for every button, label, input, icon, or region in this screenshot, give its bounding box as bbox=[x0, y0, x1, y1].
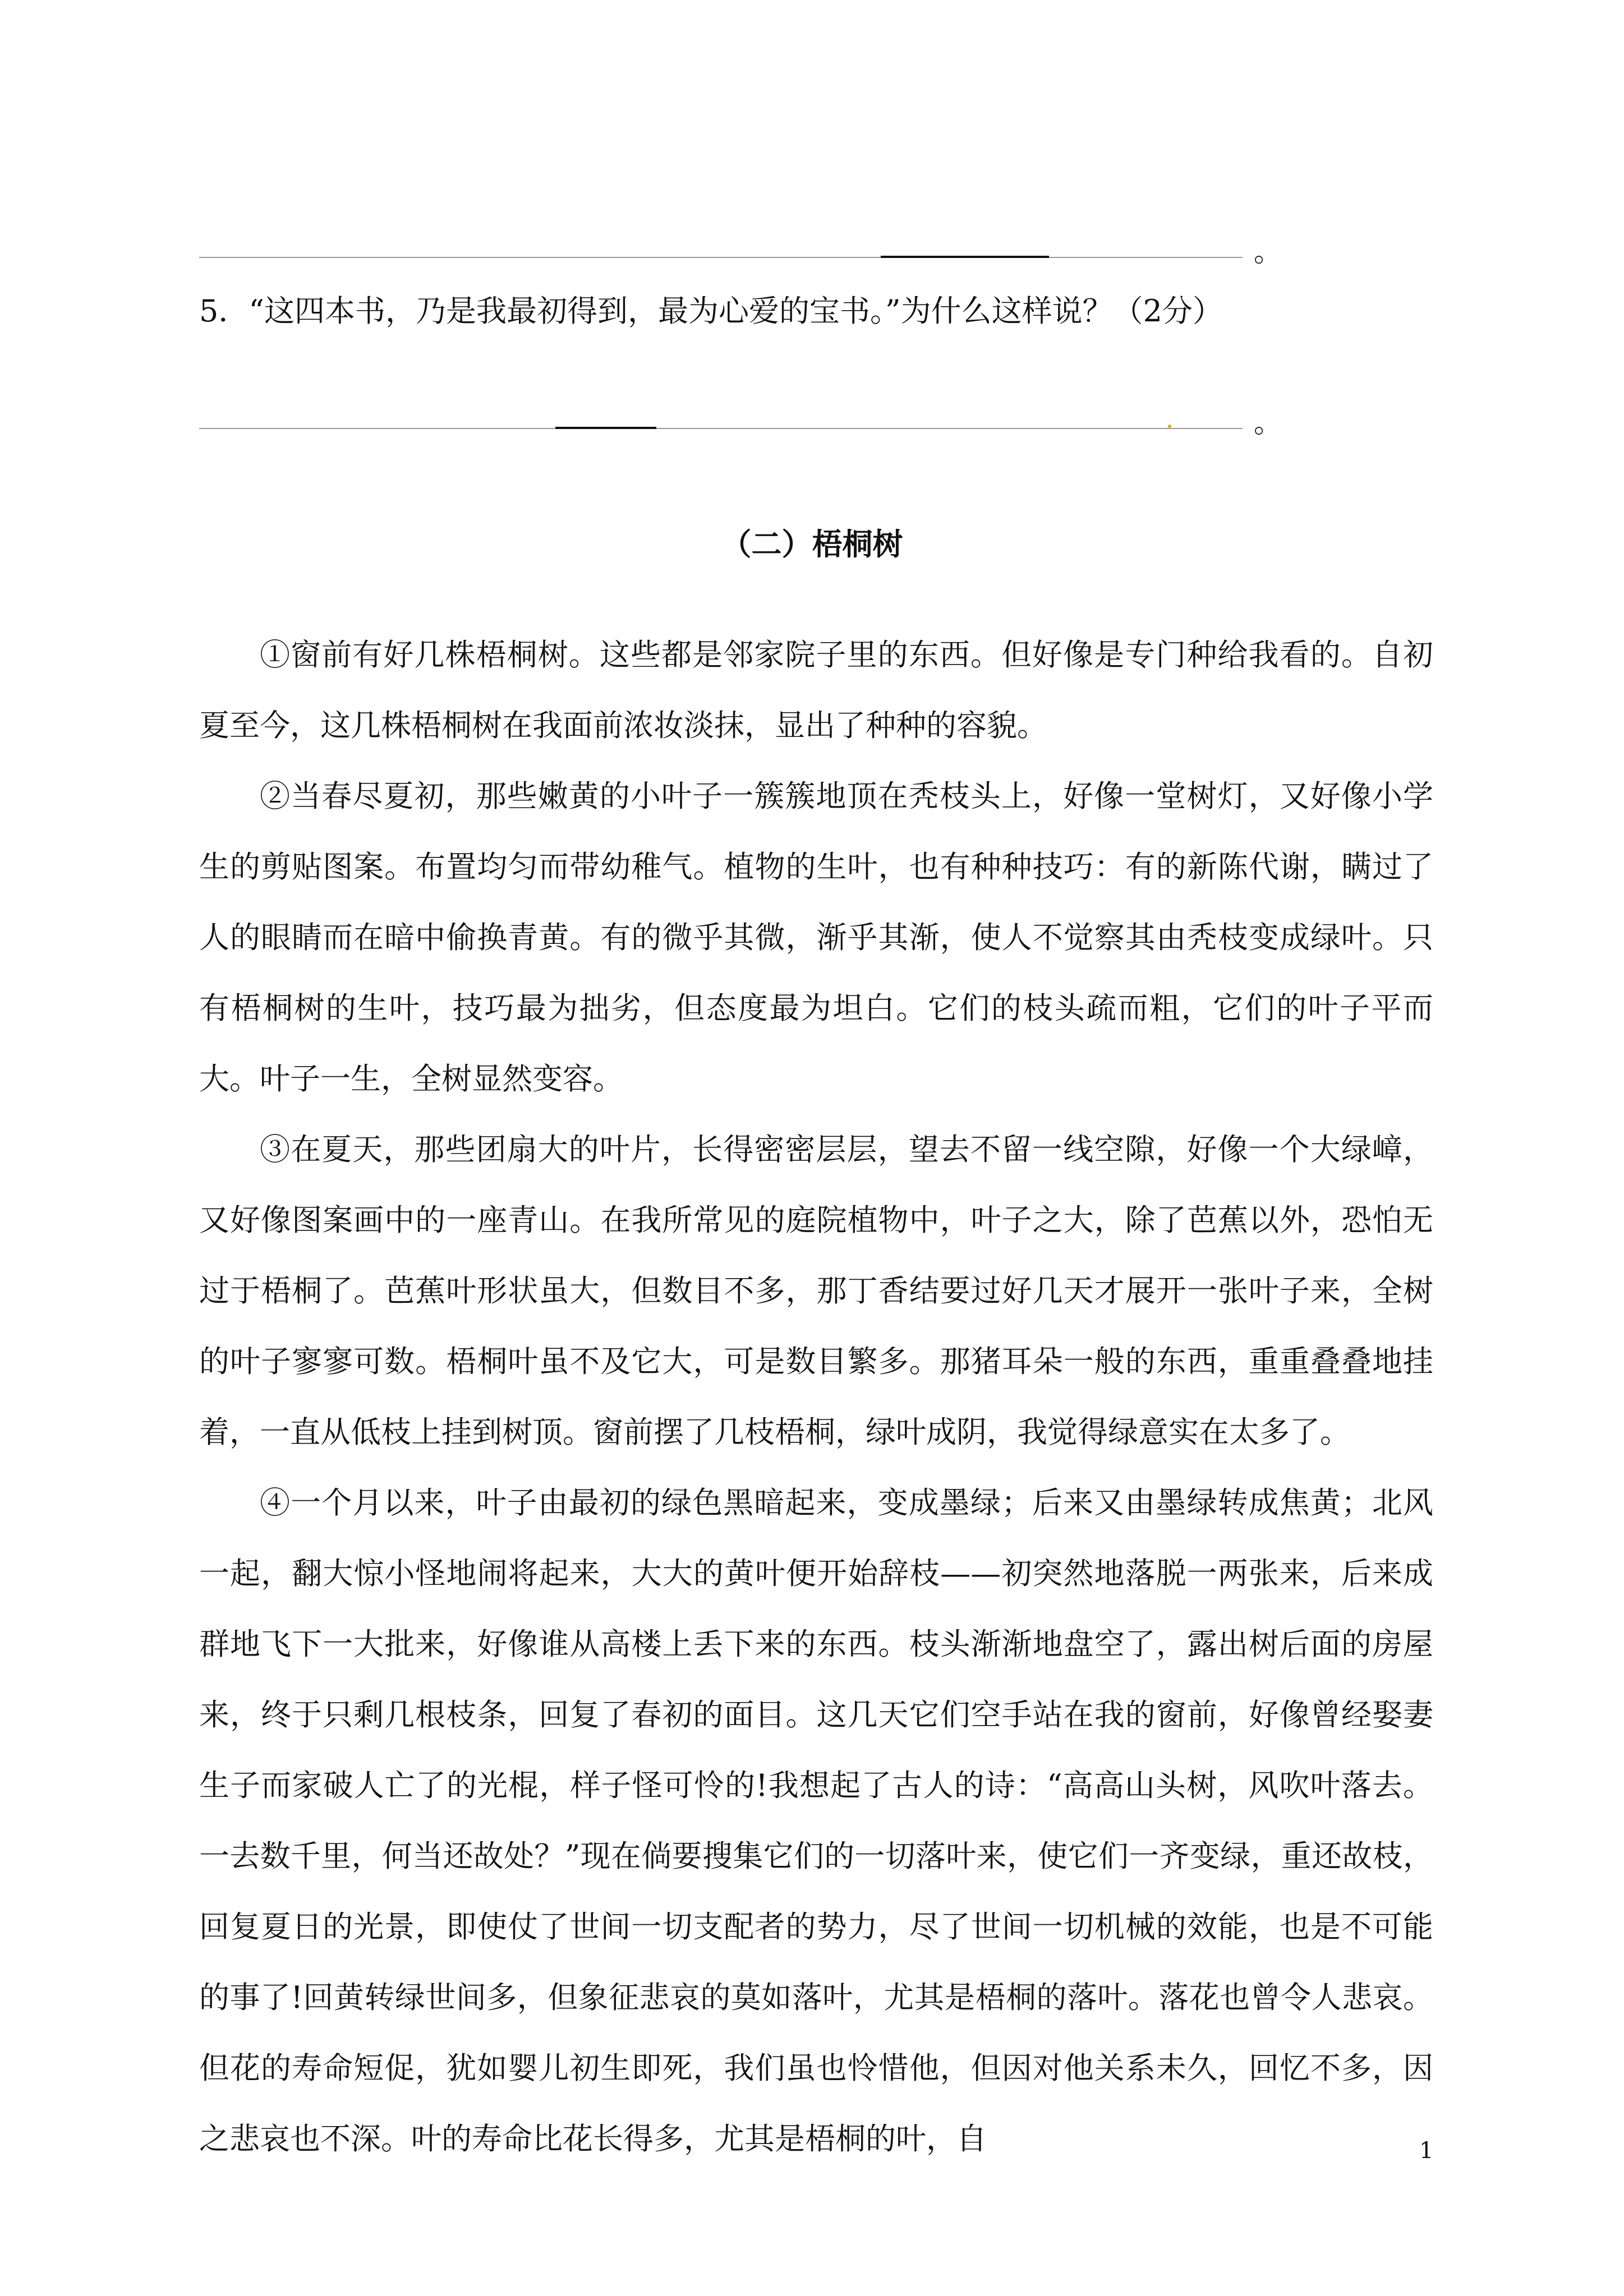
answer-line[interactable] bbox=[199, 395, 1282, 439]
paragraph-1: ①窗前有好几株梧桐树。这些都是邻家院子里的东西。但好像是专门种给我看的。自初夏至今，这几株梧桐树在我面前浓妆淡抹，显出了种种的容貌。 bbox=[199, 637, 1433, 743]
passage bbox=[199, 620, 1433, 2174]
section-title: （二）梧桐树 bbox=[721, 526, 903, 562]
answer-rule-dark-segment bbox=[881, 256, 1049, 258]
stray-mark bbox=[1168, 425, 1171, 428]
answer-end-mark: 。 bbox=[1254, 407, 1282, 439]
paragraph-3: ③在夏天，那些团扇大的叶片，长得密密层层，望去不留一线空隙，好像一个大绿嶂，又好像图案画中的一座青山。在我所常见的庭院植物中，叶子之大，除了芭蕉以外，恐怕无过于梧桐了。芭蕉叶形状虽大，但数目不多，那丁香结要过好几天才展开一张叶子来，全树的叶子寥寥可数。梧桐叶虽不及它大，可是数目繁多。那猪耳朵一般的东西，重重叠叠地挂着，一直从低枝上挂到树顶。窗前摆了几枝梧桐，绿叶成阴，我觉得绿意实在太多了。 bbox=[199, 1132, 1433, 1450]
page-number: 1 bbox=[1419, 2138, 1434, 2164]
answer-rule bbox=[199, 257, 1243, 258]
answer-end-mark: 。 bbox=[1254, 236, 1282, 268]
answer-rule-dark-segment bbox=[555, 427, 656, 429]
paragraph-4: ④一个月以来，叶子由最初的绿色黑暗起来，变成墨绿；后来又由墨绿转成焦黄；北风一起，翻大惊小怪地闹将起来，大大的黄叶便开始辞枝——初突然地落脱一两张来，后来成群地飞下一大批来，好像谁从高楼上丢下来的东西。枝头渐渐地盘空了，露出树后面的房屋来，终于只剩几根枝条，回复了春初的面目。这几天它们空手站在我的窗前，好像曾经娶妻生子而家破人亡了的光棍，样子怪可怜的!我想起了古人的诗：“高高山头树，风吹叶落去。一去数千里，何当还故处？”现在倘要搜集它们的一切落叶来，使它们一齐变绿，重还故枝，回复夏日的光景，即使仗了世间一切支配者的势力，尽了世间一切机械的效能，也是不可能的事了!回黄转绿世间多，但象征悲哀的莫如落叶，尤其是梧桐的落叶。落花也曾令人悲哀。但花的寿命短促，犹如婴儿初生即死，我们虽也怜惜他，但因对他关系未久，回忆不多，因之悲哀也不深。叶的寿命比花长得多，尤其是梧桐的叶，自 bbox=[199, 1485, 1433, 2156]
answer-line[interactable] bbox=[199, 224, 1282, 268]
answer-rule bbox=[199, 428, 1243, 429]
question-5: 5．“这四本书，乃是我最初得到，最为心爱的宝书。”为什么这样说？（2分） bbox=[199, 293, 1223, 329]
paragraph-2: ②当春尽夏初，那些嫩黄的小叶子一簇簇地顶在秃枝头上，好像一堂树灯，又好像小学生的剪贴图案。布置均匀而带幼稚气。植物的生叶，也有种种技巧：有的新陈代谢，瞒过了人的眼睛而在暗中偷换青黄。有的微乎其微，渐乎其渐，使人不觉察其由秃枝变成绿叶。只有梧桐树的生叶，技巧最为拙劣，但态度最为坦白。它们的枝头疏而粗，它们的叶子平而大。叶子一生，全树显然变容。 bbox=[199, 778, 1433, 1096]
